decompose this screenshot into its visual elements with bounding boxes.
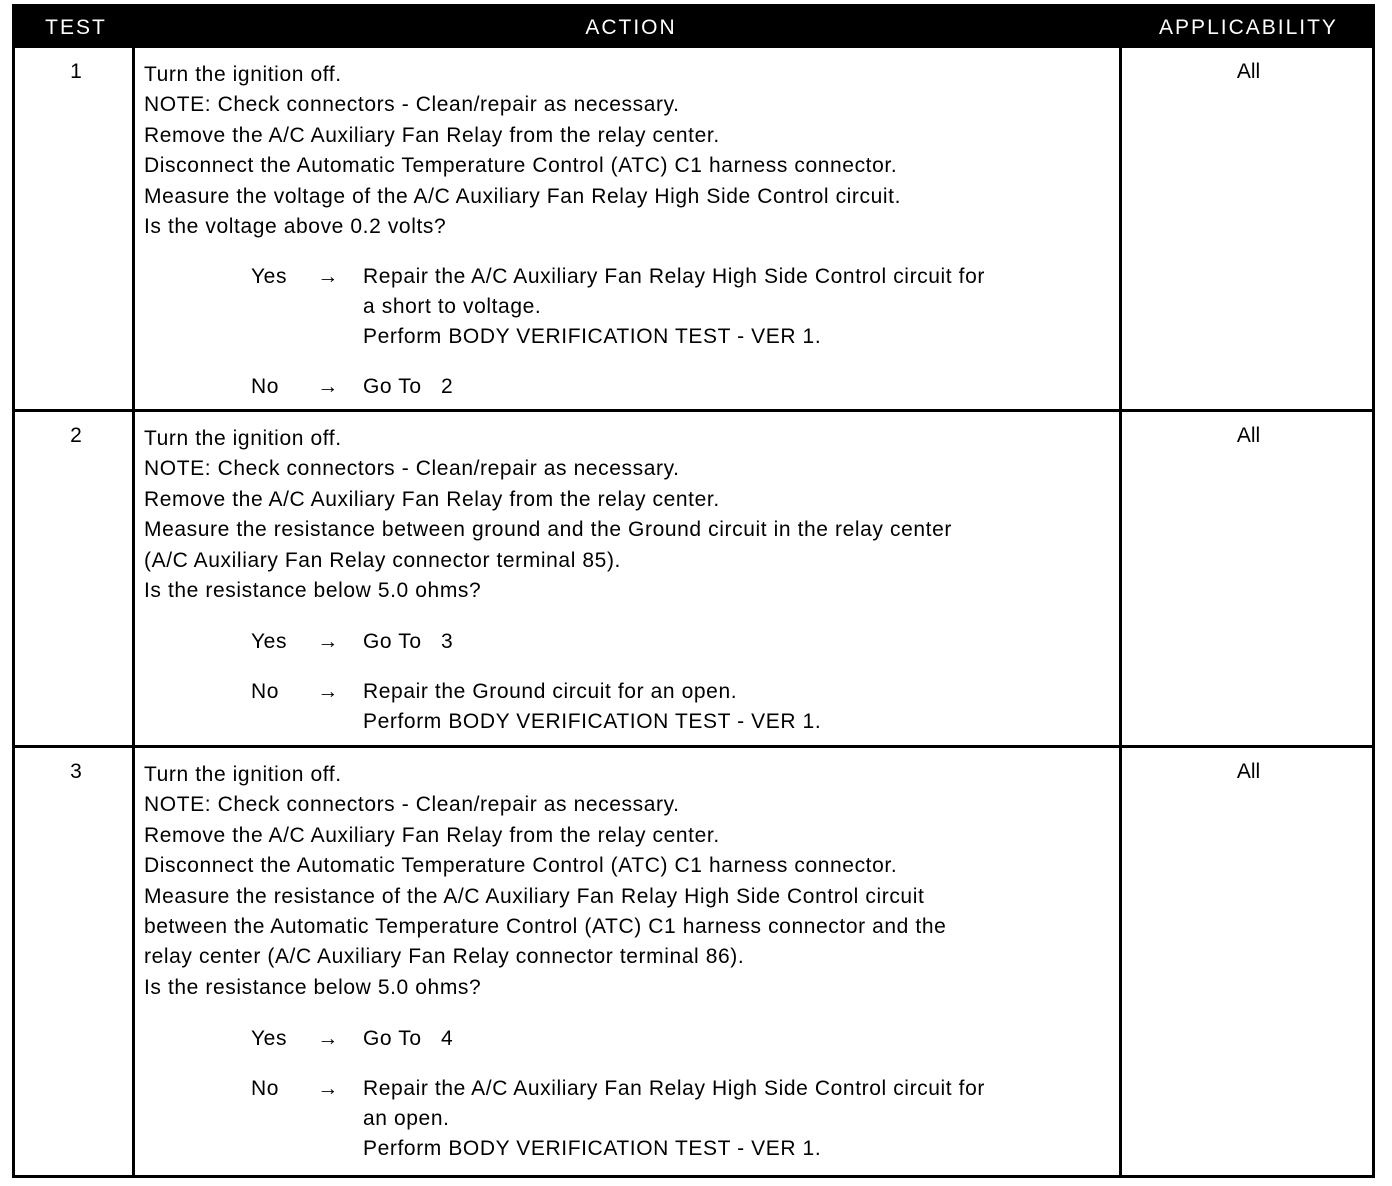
- action-step: between the Automatic Temperature Control (ATC) C1 harness connector and the: [144, 915, 947, 939]
- arrow-icon: →: [317, 680, 339, 703]
- result-line: Go To 4: [363, 1027, 454, 1050]
- result-label: No: [251, 680, 280, 703]
- arrow-icon: →: [317, 375, 339, 398]
- applicability-value: All: [1236, 760, 1261, 783]
- result-label: Yes: [251, 630, 288, 653]
- result-label: Yes: [251, 265, 288, 288]
- result-text: [363, 677, 1123, 737]
- result-line: Repair the Ground circuit for an open.: [363, 680, 738, 703]
- action-step: NOTE: Check connectors - Clean/repair as necessary.: [144, 793, 680, 817]
- header-test: TEST: [45, 16, 107, 39]
- action-step: Turn the ignition off.: [144, 63, 342, 86]
- action-step: Is the voltage above 0.2 volts?: [144, 215, 447, 239]
- result-line: Go To 2: [363, 375, 454, 398]
- result-line: an open.: [363, 1107, 450, 1130]
- action-step: Turn the ignition off.: [144, 763, 342, 786]
- action-step: Measure the resistance between ground and the Ground circuit in the relay center: [144, 518, 952, 542]
- table-header: [15, 7, 1372, 48]
- action-step: relay center (A/C Auxiliary Fan Relay connector terminal 86).: [144, 945, 745, 969]
- result-line: a short to voltage.: [363, 295, 542, 318]
- action-step: Disconnect the Automatic Temperature Control (ATC) C1 harness connector.: [144, 154, 898, 178]
- test-row-1: [15, 48, 1372, 409]
- result-label: No: [251, 375, 280, 398]
- result-line: Perform BODY VERIFICATION TEST - VER 1.: [363, 1137, 822, 1160]
- arrow-icon: →: [317, 630, 339, 653]
- applicability-value: All: [1236, 424, 1261, 447]
- result-label: Yes: [251, 1027, 288, 1050]
- action-step: Remove the A/C Auxiliary Fan Relay from the relay center.: [144, 823, 720, 847]
- action-steps: [144, 424, 1119, 606]
- action-step: Remove the A/C Auxiliary Fan Relay from the relay center.: [144, 487, 720, 511]
- result-text: [363, 262, 1123, 352]
- result-text: [363, 1024, 1123, 1054]
- test-row-3: [15, 748, 1372, 1175]
- result-text: [363, 627, 1123, 657]
- test-row-2: [15, 412, 1372, 745]
- result-line: Go To 3: [363, 630, 454, 653]
- action-step: NOTE: Check connectors - Clean/repair as necessary.: [144, 93, 680, 117]
- action-step: Measure the voltage of the A/C Auxiliary Fan Relay High Side Control circuit.: [144, 184, 902, 208]
- result-line: Repair the A/C Auxiliary Fan Relay High Side Control circuit for: [363, 1077, 985, 1100]
- action-step: Disconnect the Automatic Temperature Control (ATC) C1 harness connector.: [144, 854, 898, 878]
- arrow-icon: →: [317, 265, 339, 288]
- action-step: Remove the A/C Auxiliary Fan Relay from the relay center.: [144, 123, 720, 147]
- result-label: No: [251, 1077, 280, 1100]
- arrow-icon: →: [317, 1077, 339, 1100]
- diagnostic-test-table: [12, 4, 1375, 1178]
- test-number: 2: [70, 424, 82, 447]
- test-number: 1: [70, 60, 82, 83]
- result-line: Perform BODY VERIFICATION TEST - VER 1.: [363, 325, 822, 348]
- header-action: ACTION: [585, 16, 677, 39]
- action-steps: [144, 760, 1119, 1003]
- result-line: Perform BODY VERIFICATION TEST - VER 1.: [363, 710, 822, 733]
- header-applicability: APPLICABILITY: [1159, 16, 1338, 39]
- result-line: Repair the A/C Auxiliary Fan Relay High Side Control circuit for: [363, 265, 985, 288]
- test-number: 3: [70, 760, 82, 783]
- result-text: [363, 1074, 1123, 1164]
- action-steps: [144, 60, 1119, 242]
- action-step: Is the resistance below 5.0 ohms?: [144, 975, 482, 999]
- action-step: (A/C Auxiliary Fan Relay connector terminal 85).: [144, 548, 621, 572]
- arrow-icon: →: [317, 1027, 339, 1050]
- action-step: Measure the resistance of the A/C Auxiliary Fan Relay High Side Control circuit: [144, 884, 925, 908]
- action-step: Is the resistance below 5.0 ohms?: [144, 579, 482, 603]
- action-step: Turn the ignition off.: [144, 427, 342, 450]
- result-text: [363, 372, 1123, 402]
- applicability-value: All: [1236, 60, 1261, 83]
- action-step: NOTE: Check connectors - Clean/repair as necessary.: [144, 457, 680, 481]
